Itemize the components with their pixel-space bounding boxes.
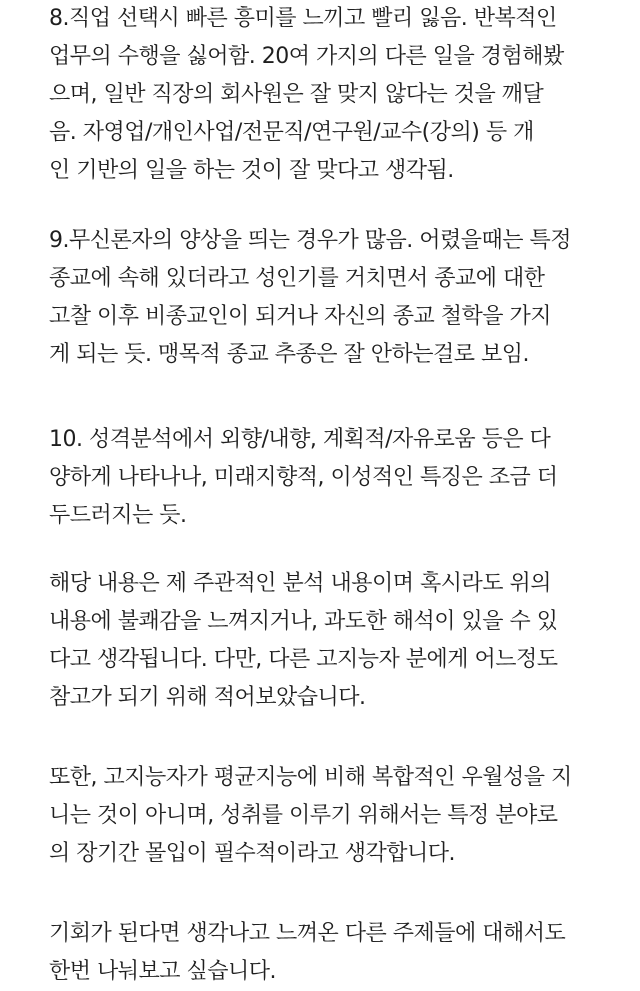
paragraph-disclaimer <box>49 565 558 717</box>
text-line: 9.무신론자의 양상을 띄는 경우가 많음. 어렸을때는 특정 <box>49 228 571 253</box>
text-line: 업무의 수행을 싫어함. 20여 가지의 다른 일을 경험해봤 <box>49 44 564 69</box>
text-line: 으며, 일반 직장의 회사원은 잘 맞지 않다는 것을 깨달 <box>49 82 544 107</box>
text-line: 참고가 되기 위해 적어보았습니다. <box>49 685 366 710</box>
paragraph-item-9 <box>49 222 571 374</box>
text-line: 의 장기간 몰입이 필수적이라고 생각합니다. <box>49 841 456 866</box>
paragraph-item-10 <box>49 421 558 535</box>
text-line: 게 되는 듯. 맹목적 종교 추종은 잘 안하는걸로 보임. <box>49 342 529 367</box>
text-line: 두드러지는 듯. <box>49 503 187 528</box>
text-line: 8.직업 선택시 빠른 흥미를 느끼고 빨리 잃음. 반복적인 <box>49 6 557 31</box>
text-line: 또한, 고지능자가 평균지능에 비해 복합적인 우월성을 지 <box>49 765 572 790</box>
text-line: 인 기반의 일을 하는 것이 잘 맞다고 생각됨. <box>49 158 454 183</box>
text-line: 양하게 나타나나, 미래지향적, 이성적인 특징은 조금 더 <box>49 465 558 490</box>
text-line: 다고 생각됩니다. 다만, 다른 고지능자 분에게 어느정도 <box>49 647 558 672</box>
text-line: 기회가 된다면 생각나고 느껴온 다른 주제들에 대해서도 <box>49 921 566 946</box>
paragraph-item-8 <box>49 0 564 190</box>
text-line: 종교에 속해 있더라고 성인기를 거치면서 종교에 대한 <box>49 266 545 291</box>
text-line: 한번 나눠보고 싶습니다. <box>49 959 277 984</box>
text-line: 니는 것이 아니며, 성취를 이루기 위해서는 특정 분야로 <box>49 803 558 828</box>
paragraph-closing <box>49 915 565 991</box>
paragraph-note <box>49 759 572 873</box>
text-line: 해당 내용은 제 주관적인 분석 내용이며 혹시라도 위의 <box>49 571 551 596</box>
text-line: 고찰 이후 비종교인이 되거나 자신의 종교 철학을 가지 <box>49 304 551 329</box>
text-line: 내용에 불쾌감을 느껴지거나, 과도한 해석이 있을 수 있 <box>49 609 558 634</box>
text-line: 음. 자영업/개인사업/전문직/연구원/교수(강의) 등 개 <box>49 120 534 145</box>
text-line: 10. 성격분석에서 외향/내향, 계획적/자유로움 등은 다 <box>49 427 551 452</box>
